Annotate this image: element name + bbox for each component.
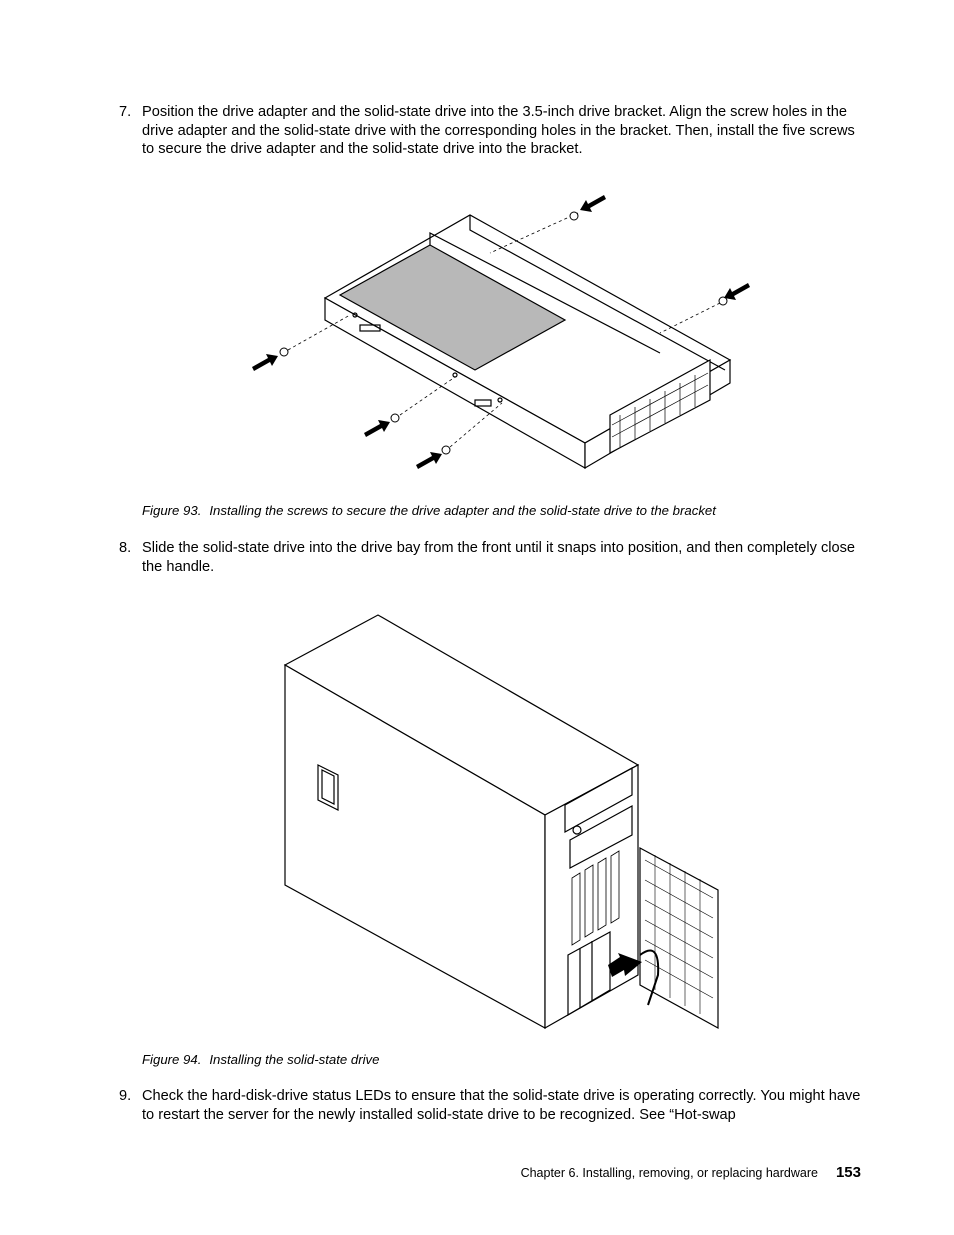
figure-label: Figure 94.: [142, 1052, 202, 1067]
figure-93-caption: [142, 503, 716, 518]
step-number: 7.: [119, 104, 132, 120]
step-text: Position the drive adapter and the solid-state drive into the 3.5-inch drive bracket. Align the screw holes in the drive adapter and the solid-state drive with the corresponding holes in the bracket. Then, install the five screws to secure the drive adapter and the solid-state drive into the bracket.: [142, 104, 855, 157]
figure-94-caption: [142, 1052, 379, 1067]
figure-label: Figure 93.: [142, 503, 202, 518]
figure-93-illustration: [240, 185, 760, 485]
step-text: Slide the solid-state drive into the drive bay from the front until it snaps into position, and then completely close the handle.: [142, 540, 856, 575]
step-text: Check the hard-disk-drive status LEDs to ensure that the solid-state drive is operating correctly. You might have to restart the server for the newly installed solid-state drive to be recognized. See “Hot-swap: [142, 1088, 861, 1123]
figure-caption-text: Installing the screws to secure the drive adapter and the solid-state drive to the bracket: [209, 503, 716, 518]
figure-94-illustration: [280, 610, 730, 1035]
step-9: [119, 1087, 869, 1124]
page-number: 153: [835, 1164, 861, 1181]
step-number: 9.: [119, 1088, 132, 1104]
step-number: 8.: [119, 540, 132, 556]
page-footer: [521, 1164, 861, 1181]
step-7: [119, 103, 869, 159]
figure-caption-text: Installing the solid-state drive: [209, 1052, 380, 1067]
chapter-title: Chapter 6. Installing, removing, or replacing hardware: [520, 1166, 818, 1180]
step-8: [119, 539, 869, 576]
